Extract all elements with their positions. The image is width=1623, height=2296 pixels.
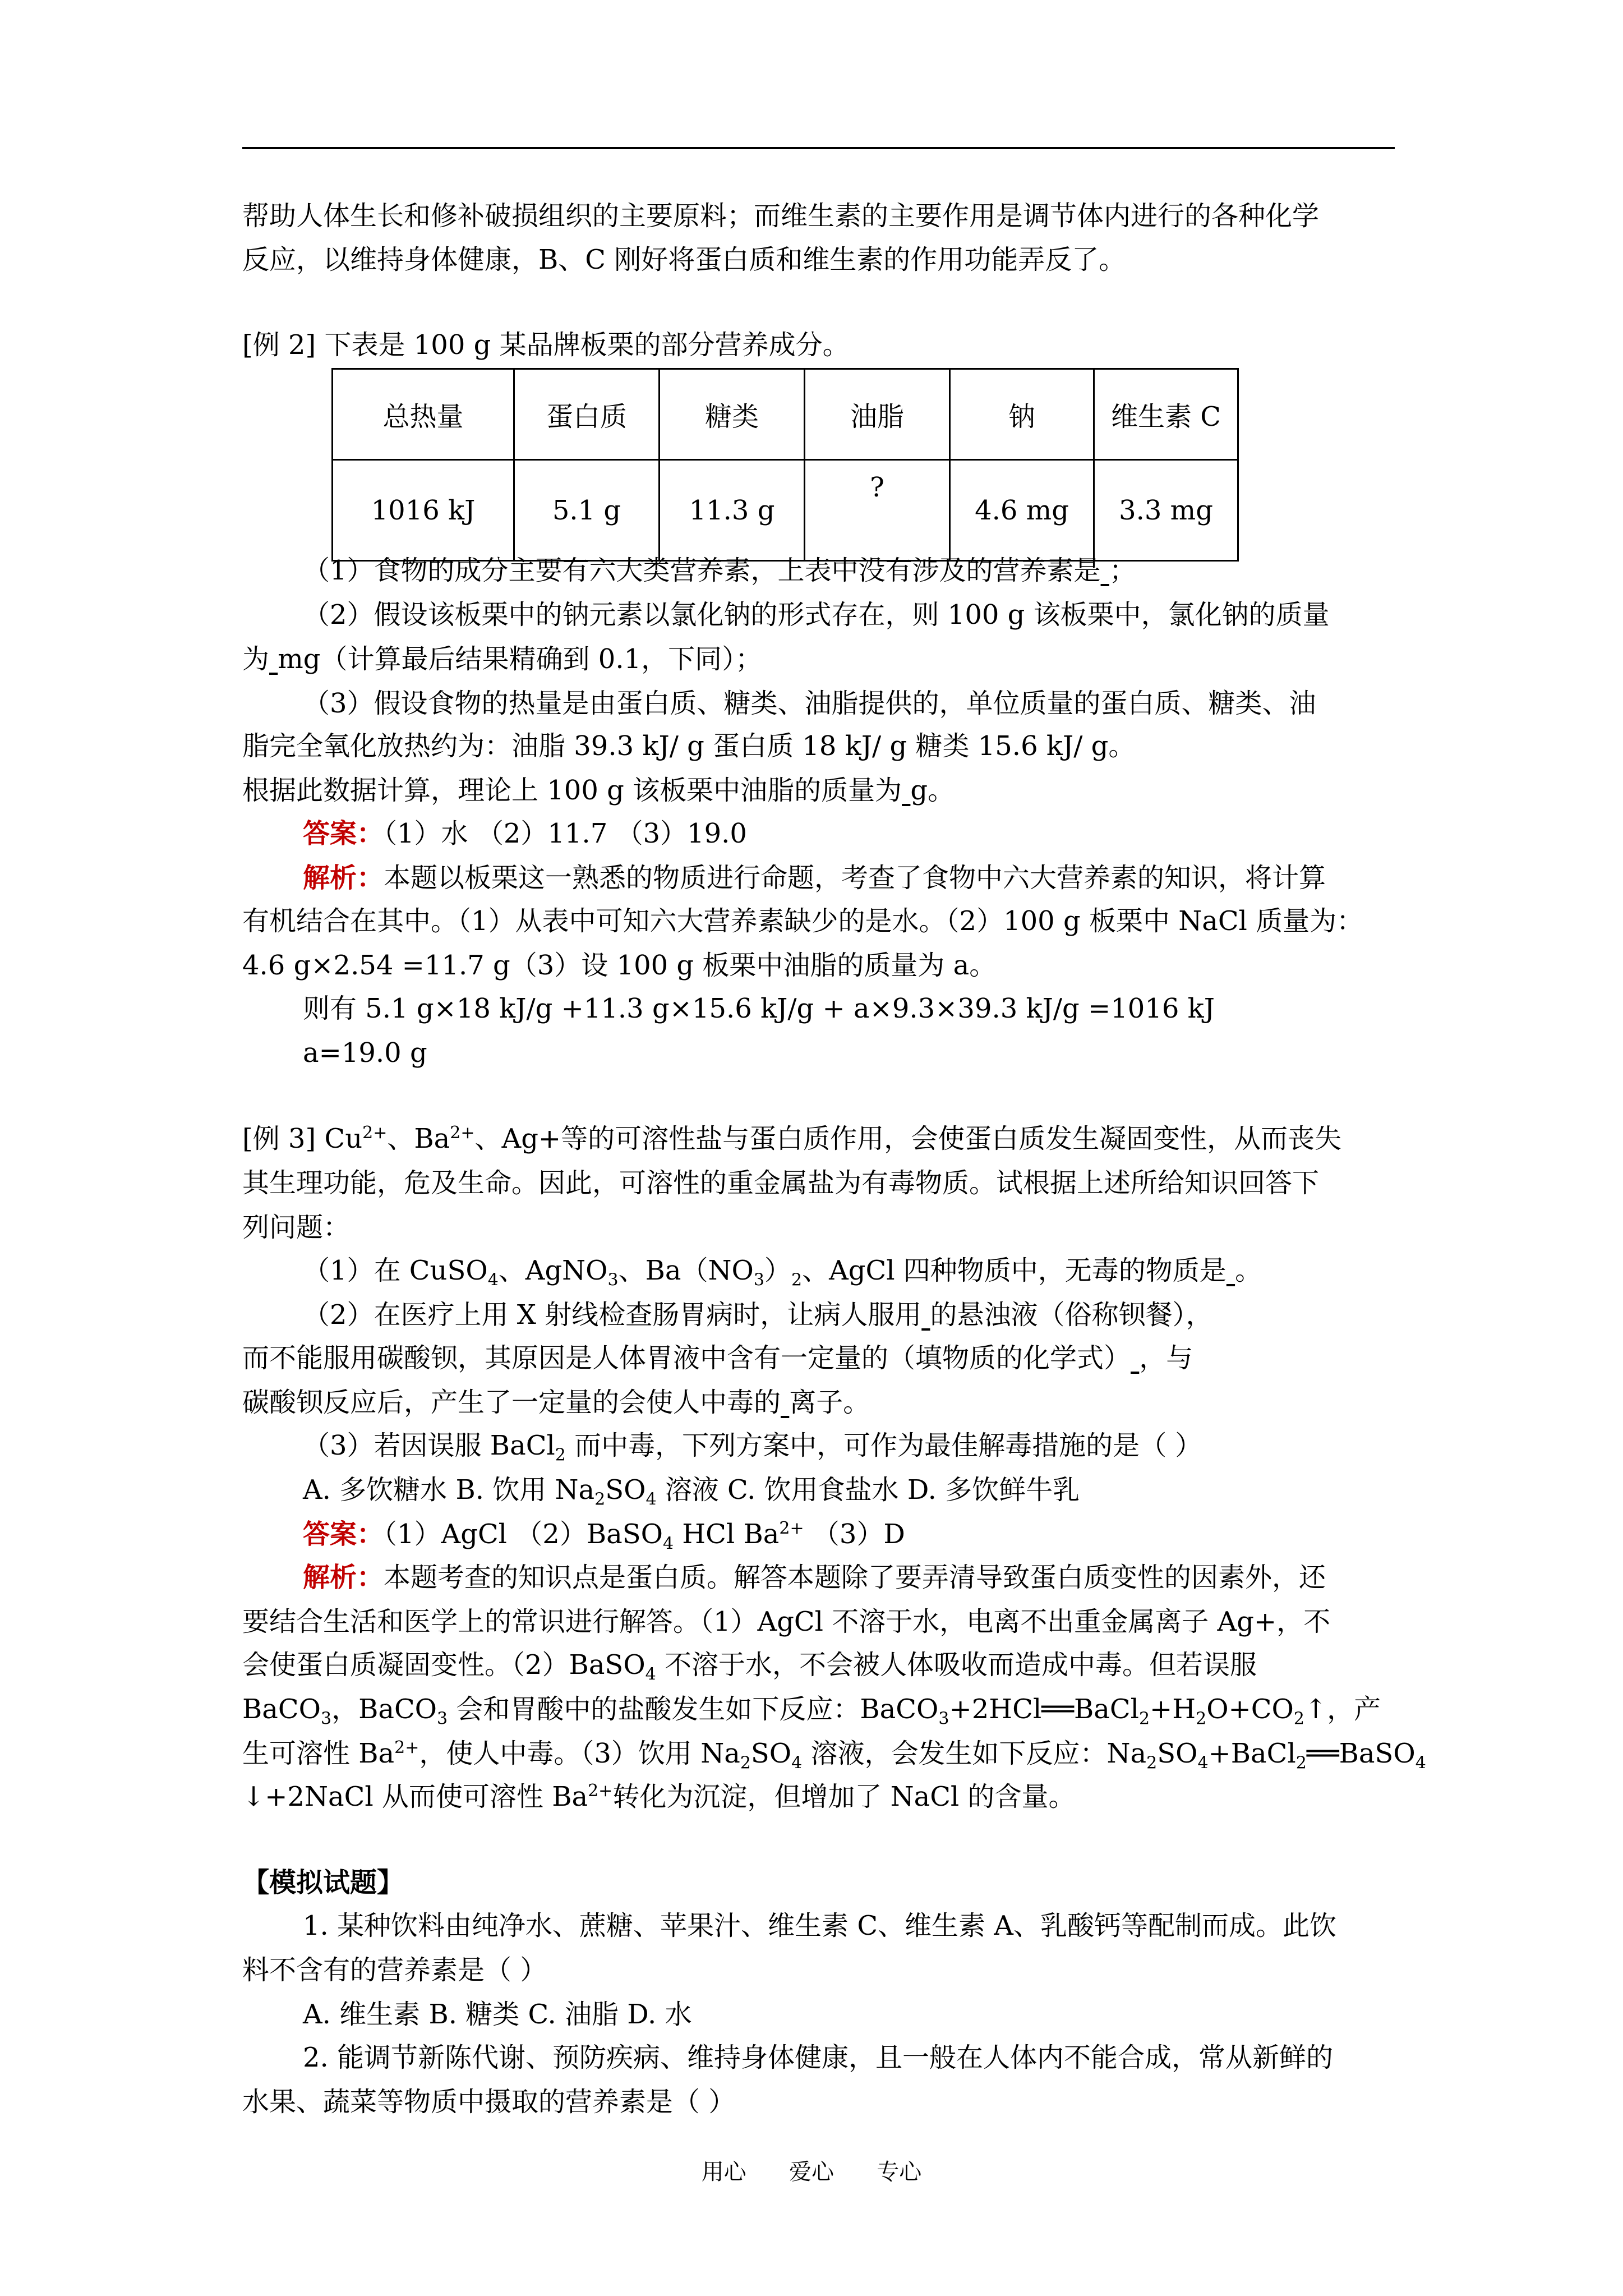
- answer-2: 答案：（1）水 （2）11.7 （3）19.0: [303, 818, 747, 849]
- practice-question-1: 1. 某种饮料由纯净水、蔗糖、苹果汁、维生素 C、维生素 A、乳酸钙等配制而成。此饮: [303, 1910, 1336, 1941]
- header-rule: [242, 147, 1395, 149]
- explanation-3-cont: BaCO$_3$，BaCO$_3$ 会和胃酸中的盐酸发生如下反应：$BaCO_3+2HCl══BaCl_2+H_2O+CO_2↑$，产: [242, 1694, 1381, 1729]
- practice-question-2-cont: 水果、蔬菜等物质中摄取的营养素是（ ）: [242, 2086, 736, 2118]
- table-cell: 3.3 mg: [1094, 460, 1238, 561]
- explanation-2-cont: 有机结合在其中。（1）从表中可知六大营养素缺少的是水。（2）100 g 板栗中 NaCl 质量为：: [242, 905, 1364, 937]
- explanation-3-cont: 生可溶性 $Ba^{2+}$，使人中毒。（3）饮用 $Na_2SO_4$ 溶液，会发生如下反应：$Na_2SO_4+BaCl_2══BaSO_4$: [242, 1738, 1426, 1773]
- explanation-2-cont: 4.6 g×2.54 =11.7 g（3）设 100 g 板栗中油脂的质量为 a。: [242, 950, 997, 981]
- example-3-q1: （1）在 CuSO$_4$、AgNO$_3$、$Ba(NO_3)_2$、AgCl 四种物质中，无毒的物质是 。: [303, 1255, 1262, 1290]
- question-1: （1）食物的成分主要有六大类营养素，上表中没有涉及的营养素是 ；: [303, 555, 1136, 586]
- question-3-cont: 根据此数据计算，理论上 100 g 该板栗中油脂的质量为 g。: [242, 775, 955, 806]
- table-cell: 11.3 g: [660, 460, 805, 561]
- table-header-row: [333, 369, 1238, 460]
- table-header-cell: 油脂: [805, 369, 950, 460]
- explanation-3-cont: 要结合生活和医学上的常识进行解答。（1）AgCl 不溶于水，电离不出重金属离子 Ag+，不: [242, 1606, 1331, 1637]
- table-cell: ?: [805, 460, 950, 561]
- table-cell: 5.1 g: [514, 460, 660, 561]
- example-3-q2-cont: 而不能服用碳酸钡，其原因是人体胃液中含有一定量的（填物质的化学式） ，与: [242, 1342, 1193, 1374]
- example-2-title: [例 2] 下表是 100 g 某品牌板栗的部分营养成分。: [242, 329, 850, 361]
- example-3-cont: 列问题：: [242, 1212, 351, 1243]
- example-3-q2: （2）在医疗上用 X 射线检查肠胃病时，让病人服用 的悬浊液（俗称钡餐），: [303, 1299, 1213, 1331]
- explanation-2: 解析：本题以板栗这一熟悉的物质进行命题，考查了食物中六大营养素的知识，将计算: [303, 862, 1326, 894]
- example-3-title: [例 3] $Cu^{2+}$、$Ba^{2+}$、Ag+等的可溶性盐与蛋白质作用，会使蛋白质发生凝固变性，从而丧失: [242, 1123, 1342, 1154]
- table-header-cell: 维生素 C: [1094, 369, 1238, 460]
- explanation-2-equation: 则有 5.1 g×18 kJ/g +11.3 g×15.6 kJ/g + a×9.3×39.3 kJ/g =1016 kJ: [303, 993, 1215, 1024]
- question-3: （3）假设食物的热量是由蛋白质、糖类、油脂提供的，单位质量的蛋白质、糖类、油: [303, 688, 1316, 719]
- table-cell: 1016 kJ: [333, 460, 514, 561]
- practice-question-2: 2. 能调节新陈代谢、预防疾病、维持身体健康，且一般在人体内不能合成，常从新鲜的: [303, 2042, 1334, 2073]
- explanation-3: 解析：本题考查的知识点是蛋白质。解答本题除了要弄清导致蛋白质变性的因素外，还: [303, 1562, 1326, 1593]
- paragraph-line: 帮助人体生长和修补破损组织的主要原料；而维生素的主要作用是调节体内进行的各种化学: [242, 200, 1320, 232]
- question-2-cont: 为 mg（计算最后结果精确到 0.1，下同）；: [242, 643, 763, 675]
- example-3-cont: 其生理功能，危及生命。因此，可溶性的重金属盐为有毒物质。试根据上述所给知识回答下: [242, 1167, 1320, 1199]
- section-title: 【模拟试题】: [242, 1867, 404, 1898]
- example-3-q2-cont: 碳酸钡反应后，产生了一定量的会使人中毒的 离子。: [242, 1387, 870, 1418]
- page-footer: 用心 爱心 专心: [701, 2159, 922, 2185]
- table-header-cell: 糖类: [660, 369, 805, 460]
- table-header-cell: 蛋白质: [514, 369, 660, 460]
- practice-question-1-options: A. 维生素 B. 糖类 C. 油脂 D. 水: [303, 1999, 692, 2030]
- explanation-3-cont: 会使蛋白质凝固变性。（2）BaSO$_4$ 不溶于水，不会被人体吸收而造成中毒。但若误服: [242, 1649, 1257, 1685]
- table-cell: 4.6 mg: [950, 460, 1094, 561]
- explanation-2-result: a=19.0 g: [303, 1037, 427, 1069]
- question-3-cont: 脂完全氧化放热约为：油脂 39.3 kJ/ g 蛋白质 18 kJ/ g 糖类 15.6 kJ/ g。: [242, 730, 1136, 762]
- table-header-cell: 总热量: [333, 369, 514, 460]
- table-header-cell: 钠: [950, 369, 1094, 460]
- nutrition-table: [331, 368, 1239, 562]
- practice-question-1-cont: 料不含有的营养素是（ ）: [242, 1954, 547, 1986]
- question-2: （2）假设该板栗中的钠元素以氯化钠的形式存在，则 100 g 该板栗中，氯化钠的质量: [303, 599, 1330, 631]
- explanation-3-cont: ↓+2NaCl 从而使可溶性 $Ba^{2+}$转化为沉淀，但增加了 NaCl 的含量。: [242, 1781, 1076, 1812]
- example-3-q3: （3）若因误服 BaCl$_2$ 而中毒，下列方案中，可作为最佳解毒措施的是（ ）: [303, 1430, 1202, 1465]
- answer-3: 答案：（1）AgCl （2）BaSO$_4$ HCl $Ba^{2+}$ （3）D: [303, 1519, 905, 1554]
- example-3-options: A. 多饮糖水 B. 饮用 $Na_2SO_4$ 溶液 C. 饮用食盐水 D. 多饮鲜牛乳: [303, 1474, 1080, 1510]
- paragraph-line: 反应，以维持身体健康，B、C 刚好将蛋白质和维生素的作用功能弄反了。: [242, 244, 1126, 275]
- table-value-row: [333, 460, 1238, 561]
